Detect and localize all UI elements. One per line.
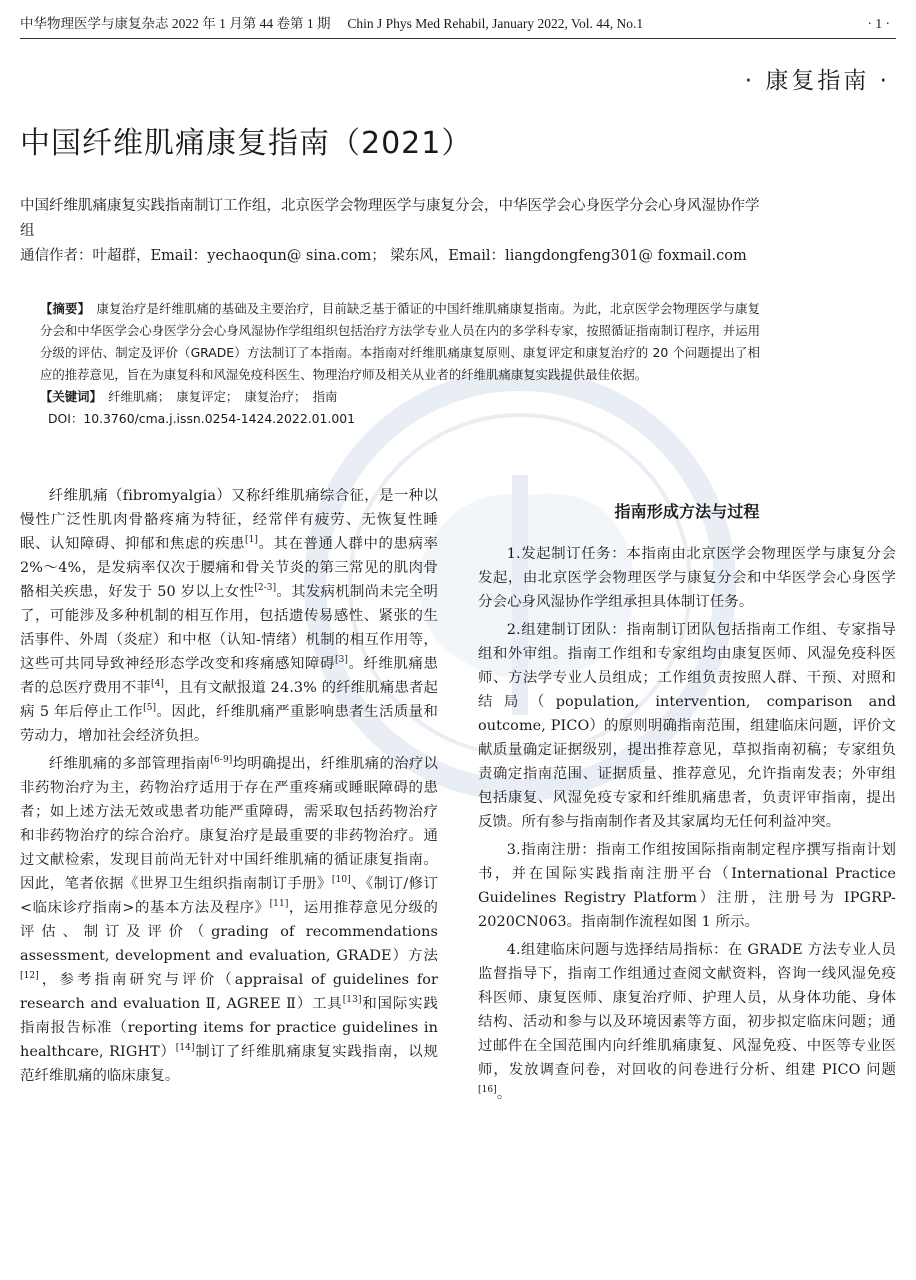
section-heading: 指南形成方法与过程 (614, 502, 760, 521)
keywords: 纤维肌痛； 康复评定； 康复治疗； 指南 (108, 389, 338, 404)
abstract-text: 康复治疗是纤维肌痛的基础及主要治疗，目前缺乏基于循证的中国纤维肌痛康复指南。为此，北京医学会物理医学与康复分会和中华医学会心身医学分会心身风湿协作学组组织包括治疗方法学专业人员在内的多学科专家，按照循证指南制订程序，并运用分级的评估、制定及评价（GRADE）方法制订了本指南。本指南对纤维肌痛康复原则、康复评定和康复治疗的 20 个问题提出了相应的推荐意见，旨在为康复科和风湿免疫科医生、物理治疗师及相关从业者的纤维肌痛康复实践提供最佳依据。 (40, 301, 761, 382)
article-title: 中国纤维肌痛康复指南（2021） (20, 126, 473, 161)
intro-paragraph-1 (20, 484, 438, 748)
citation-ref: [13] (342, 995, 362, 1006)
keywords-label: 【关键词】 (40, 389, 96, 404)
citation-ref: [3] (334, 655, 349, 666)
running-header (20, 14, 896, 39)
text-run: ，运用推荐意见分级的评估、制订及评价（grading of recommendations assessment, development and evaluation, GRADE）方法 (20, 900, 438, 964)
abstract-paragraph (20, 298, 760, 386)
text-run: 、《制订/修订<临床诊疗指南>的基本方法及程序》 (20, 876, 438, 916)
corresponding-authors (20, 244, 760, 269)
citation-ref: [5] (143, 703, 157, 714)
citation-ref: [6-9] (210, 755, 233, 766)
text-run: 。纤维肌痛患者的总医疗费用不菲 (20, 656, 438, 696)
citation-ref: [10] (331, 875, 351, 886)
text-run: 。其在普通人群中的患病率 2%～4%，是发病率仅次于腰痛和骨关节炎的第三常见的肌肉骨骼相关疾患，好发于 50 岁以上女性 (20, 536, 438, 600)
author-groups: 中国纤维肌痛康复实践指南制订工作组，北京医学会物理医学与康复分会，中华医学会心身医学分会心身风湿协作学组 (20, 198, 760, 239)
text-run: 和国际实践指南报告标准（reporting items for practice guidelines in healthcare, RIGHT） (20, 996, 438, 1060)
intro-paragraph-2 (20, 752, 438, 1088)
abstract-label: 【摘要】 (40, 301, 84, 316)
text-run: ，且有文献报道 24.3% 的纤维肌痛患者起病 5 年后停止工作 (20, 680, 438, 720)
text-run: 。其发病机制尚未完全明了，可能涉及多种机制的相互作用，包括遗传易感性、紧张的生活事件、外周（炎症）和中枢（认知-情绪）机制的相互作用等，这些可共同导致神经形态学改变和疼痛感知障碍 (20, 584, 438, 672)
text-run: ，参考指南研究与评价（appraisal of guidelines for research and evaluation Ⅱ, AGREE Ⅱ）工具 (20, 972, 438, 1012)
citation-ref: [11] (269, 899, 289, 910)
text-run: 纤维肌痛的多部管理指南 (48, 756, 211, 772)
author-block (20, 194, 760, 269)
method-paragraph-2: 2.组建制订团队：指南制订团队包括指南工作组、专家指导组和外审组。指南工作组和专家组均由康复医师、风湿免疫科医师、方法学专业人员组成；工作组负责按照人群、干预、对照和结局（population, intervention, comparison and outcome, PICO）的原则明确指南范围，组建临床问题，评价文献质量确定证据级别，提出推荐意见，草拟指南初稿；专家组负责确定指南范围、证据质量、推荐意见，允许指南发表；外审组包括康复、风湿免疫专家和纤维肌痛患者，负责评审指南，提出反馈。所有参与指南制作者及其家属均无任何利益冲突。 (478, 622, 896, 830)
method-paragraph-1: 1.发起制订任务：本指南由北京医学会物理医学与康复分会发起，由北京医学会物理医学与康复分会和中华医学会心身医学分会心身风湿协作学组承担具体制订任务。 (478, 546, 896, 610)
right-column (478, 500, 896, 1110)
citation-ref: [2-3] (254, 583, 277, 594)
citation-ref: [1] (244, 535, 259, 546)
section-tag: · 康复指南 · (744, 68, 890, 94)
corresponding-label: 通信作者： (20, 248, 93, 264)
keywords-line (20, 386, 760, 408)
page-number: · 1 · (867, 16, 890, 31)
citation-ref: [14] (175, 1043, 195, 1054)
citation-ref: [4] (150, 679, 165, 690)
abstract-block (20, 298, 760, 430)
text-run: 。因此，纤维肌痛严重影响患者生活质量和劳动力，增加社会经济负担。 (20, 704, 438, 744)
text-run: 4.组建临床问题与选择结局指标：在 GRADE 方法专业人员监督指导下，指南工作组通过查阅文献资料，咨询一线风湿免疫科医师、康复医师、康复治疗师、护理人员，从身体功能、身体结构、活动和参与以及环境因素等方面，初步拟定临床问题；通过邮件在全国范围内向纤维肌痛康复、风湿免疫、中医等专业医师，发放调查问卷，对回收的问卷进行分析、组建 PICO 问题 (478, 942, 896, 1078)
citation-ref: [12] (20, 971, 39, 982)
left-column (20, 484, 438, 1092)
citation-ref: [16] (478, 1085, 497, 1096)
corresponding-contacts: 叶超群，Email：yechaoqun@ sina.com； 梁东风，Email：liangdongfeng301@ foxmail.com (92, 248, 747, 264)
journal-citation: 中华物理医学与康复杂志 2022 年 1 月第 44 卷第 1 期 Chin J Phys Med Rehabil, January 2022, Vol. 44, No.1 (20, 16, 644, 31)
doi-line: DOI：10.3760/cma.j.issn.0254-1424.2022.01.001 (48, 411, 355, 426)
text-run: 。 (496, 1086, 512, 1102)
text-run: 纤维肌痛（fibromyalgia）又称纤维肌痛综合征，是一种以慢性广泛性肌肉骨骼疼痛为特征，经常伴有疲劳、无恢复性睡眠、认知障碍、抑郁和焦虑的疾患 (20, 488, 438, 552)
method-paragraph-3: 3.指南注册：指南工作组按国际指南制定程序撰写指南计划书，并在国际实践指南注册平台（International Practice Guidelines Registry Platform）注册，注册号为 IPGRP-2020CN063。指南制作流程如图 1 所示。 (478, 842, 896, 930)
text-run: 均明确提出，纤维肌痛的治疗以非药物治疗为主，药物治疗适用于存在严重疼痛或睡眠障碍的患者；如上述方法无效或患者功能严重障碍，需采取包括药物治疗和非药物治疗的综合治疗。康复治疗是最重要的非药物治疗。通过文献检索，发现目前尚无针对中国纤维肌痛的循证康复指南。因此，笔者依据《世界卫生组织指南制订手册》 (20, 756, 438, 892)
text-run: 制订了纤维肌痛康复实践指南，以规范纤维肌痛的临床康复。 (20, 1044, 438, 1084)
method-paragraph-4 (478, 938, 896, 1106)
